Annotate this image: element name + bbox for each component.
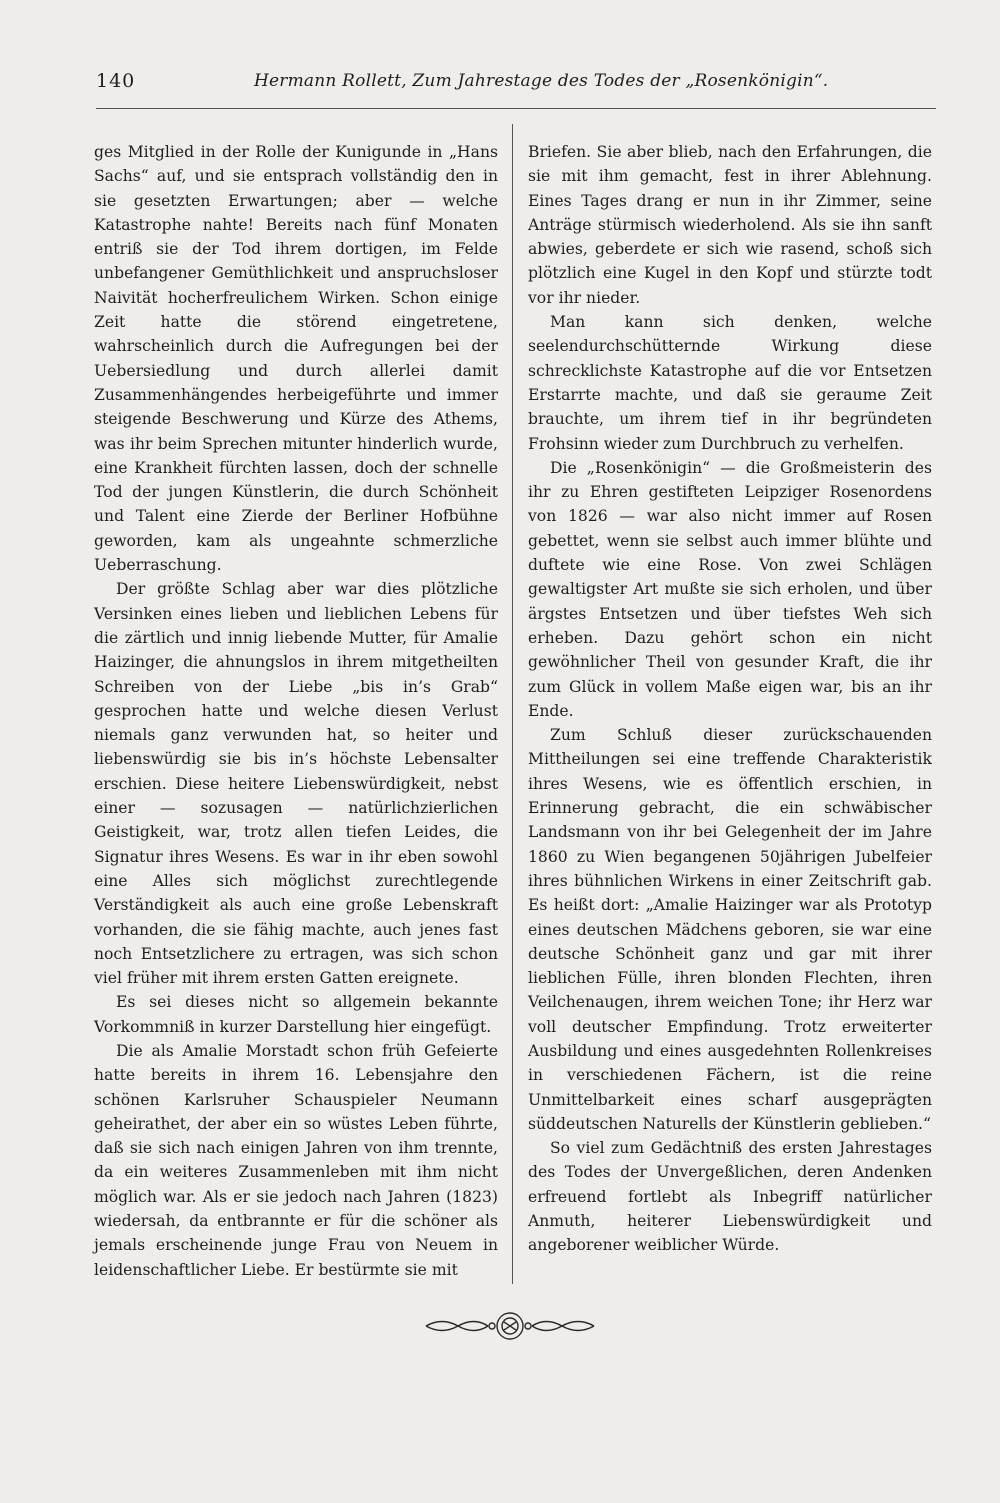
- left-column: [94, 140, 498, 1282]
- left-paragraph-1: ges Mitglied in der Rolle der Kunigunde in „Hans Sachs“ auf, und sie entsprach vollständig den in sie gesetzten Erwartungen; aber — welche Katastrophe nahte! Bereits nach fünf Monaten entriß sie der Tod ihrem dortigen, im Felde unbefangener Gemüthlichkeit und anspruchsloser Naivität hocherfreulichem Wirken. Schon einige Zeit hatte die störend eingetretene, wahrscheinlich durch die Aufregungen bei der Uebersiedlung und durch allerlei damit Zusammenhängendes herbeigeführte und immer steigende Beschwerung und Kürze des Athems, was ihr beim Sprechen mitunter hinderlich wurde, eine Krankheit fürchten lassen, doch der schnelle Tod der jungen Künstlerin, die durch Schönheit und Talent eine Zierde der Berliner Hofbühne geworden, kam als ungeahnte schmerzliche Ueberraschung.: [94, 143, 498, 575]
- right-column: [528, 140, 932, 1258]
- fleuron-ornament-icon: [422, 1309, 598, 1343]
- header-rule: [96, 108, 936, 109]
- left-paragraph-2: Der größte Schlag aber war dies plötzliche Versinken eines lieben und lieblichen Lebens für die zärtlich und innig liebende Mutter, für Amalie Haizinger, die ahnungslos in ihrem mitgetheilten Schreiben von der Liebe „bis in’s Grab“ gesprochen hatte und welche diesen Verlust niemals ganz verwunden hat, so heiter und liebenswürdig sie bis in’s höchste Lebensalter erschien. Diese heitere Liebenswürdigkeit, nebst einer — sozusagen — natürlichzierlichen Geistigkeit, war, trotz allen tiefen Leides, die Signatur ihres Wesens. Es war in ihr eben sowohl eine Alles sich möglichst zurechtlegende Verständigkeit als auch eine große Lebenskraft vorhanden, die sie fähig machte, auch jenes fast noch Entsetzlichere zu ertragen, was sich schon viel früher mit ihrem ersten Gatten ereignete.: [94, 580, 498, 988]
- right-paragraph-4: Zum Schluß dieser zurückschauenden Mittheilungen sei eine treffende Charakteristik ihres Wesens, wie es öffentlich erschien, in Erinnerung gebracht, die ein schwäbischer Landsmann von ihr bei Gelegenheit der im Jahre 1860 zu Wien begangenen 50jährigen Jubelfeier ihres bühnlichen Wirkens in einer Zeitschrift gab. Es heißt dort: „Amalie Haizinger war als Prototyp eines deutschen Mädchens geboren, sie war eine deutsche Schönheit ganz und gar mit ihrer lieblichen Fülle, ihren blonden Flechten, ihren Veilchenaugen, ihrem weichen Tone; ihr Herz war voll deutscher Empfindung. Trotz erweiterter Ausbildung und eines ausgedehnten Rollenkreises in verschiedenen Fächern, ist die reine Unmittelbarkeit eines scharf ausgeprägten süddeutschen Naturells der Künstlerin geblieben.“: [528, 726, 932, 1133]
- running-title: Hermann Rollett, Zum Jahrestage des Todes der „Rosenkönigin“.: [254, 71, 829, 91]
- right-paragraph-5: So viel zum Gedächtniß des ersten Jahrestages des Todes der Unvergeßlichen, deren Andenken erfreuend fortlebt als Inbegriff natürlicher Anmuth, heiterer Liebenswürdigkeit und angeborener weiblicher Würde.: [528, 1139, 932, 1255]
- left-paragraph-4: Die als Amalie Morstadt schon früh Gefeierte hatte bereits in ihrem 16. Lebensjahre den schönen Karlsruher Schauspieler Neumann geheirathet, der aber ein so wüstes Leben führte, daß sie sich nach einigen Jahren von ihm trennte, da ein weiteres Zusammenleben mit ihm nicht möglich war. Als er sie jedoch nach Jahren (1823) wiedersah, da entbrannte er für die schöner als jemals erscheinende junge Frau von Neuem in leidenschaftlicher Liebe. Er bestürmte sie mit: [94, 1041, 498, 1279]
- right-paragraph-2: Man kann sich denken, welche seelendurchschütternde Wirkung diese schrecklichste Katastrophe auf die vor Entsetzen Erstarrte machte, und daß sie geraume Zeit brauchte, um ihrem tief in ihr begründeten Frohsinn wieder zum Durchbruch zu verhelfen.: [528, 313, 932, 453]
- page-number: 140: [96, 70, 136, 92]
- column-divider: [512, 124, 513, 1284]
- right-paragraph-1: Briefen. Sie aber blieb, nach den Erfahrungen, die sie mit ihm gemacht, fest in ihrer Ablehnung. Eines Tages drang er nun in ihr Zimmer, seine Anträge stürmisch wiederholend. Als sie ihn sanft abwies, geberdete er sich wie rasend, schoß sich plötzlich eine Kugel in den Kopf und stürzte todt vor ihr nieder.: [528, 143, 932, 307]
- left-paragraph-3: Es sei dieses nicht so allgemein bekannte Vorkommniß in kurzer Darstellung hier eingefügt.: [94, 993, 498, 1036]
- right-paragraph-3: Die „Rosenkönigin“ — die Großmeisterin des ihr zu Ehren gestifteten Leipziger Rosenordens von 1826 — war also nicht immer auf Rosen gebettet, wenn sie selbst auch immer blühte und duftete wie eine Rose. Von zwei Schlägen gewaltigster Art mußte sie sich erholen, und über ärgstes Entsetzen und über tiefstes Weh sich erheben. Dazu gehört schon ein nicht gewöhnlicher Theil von gesunder Kraft, die ihr zum Glück in vollem Maße eigen war, bis an ihr Ende.: [528, 458, 932, 720]
- page-header: [96, 70, 936, 100]
